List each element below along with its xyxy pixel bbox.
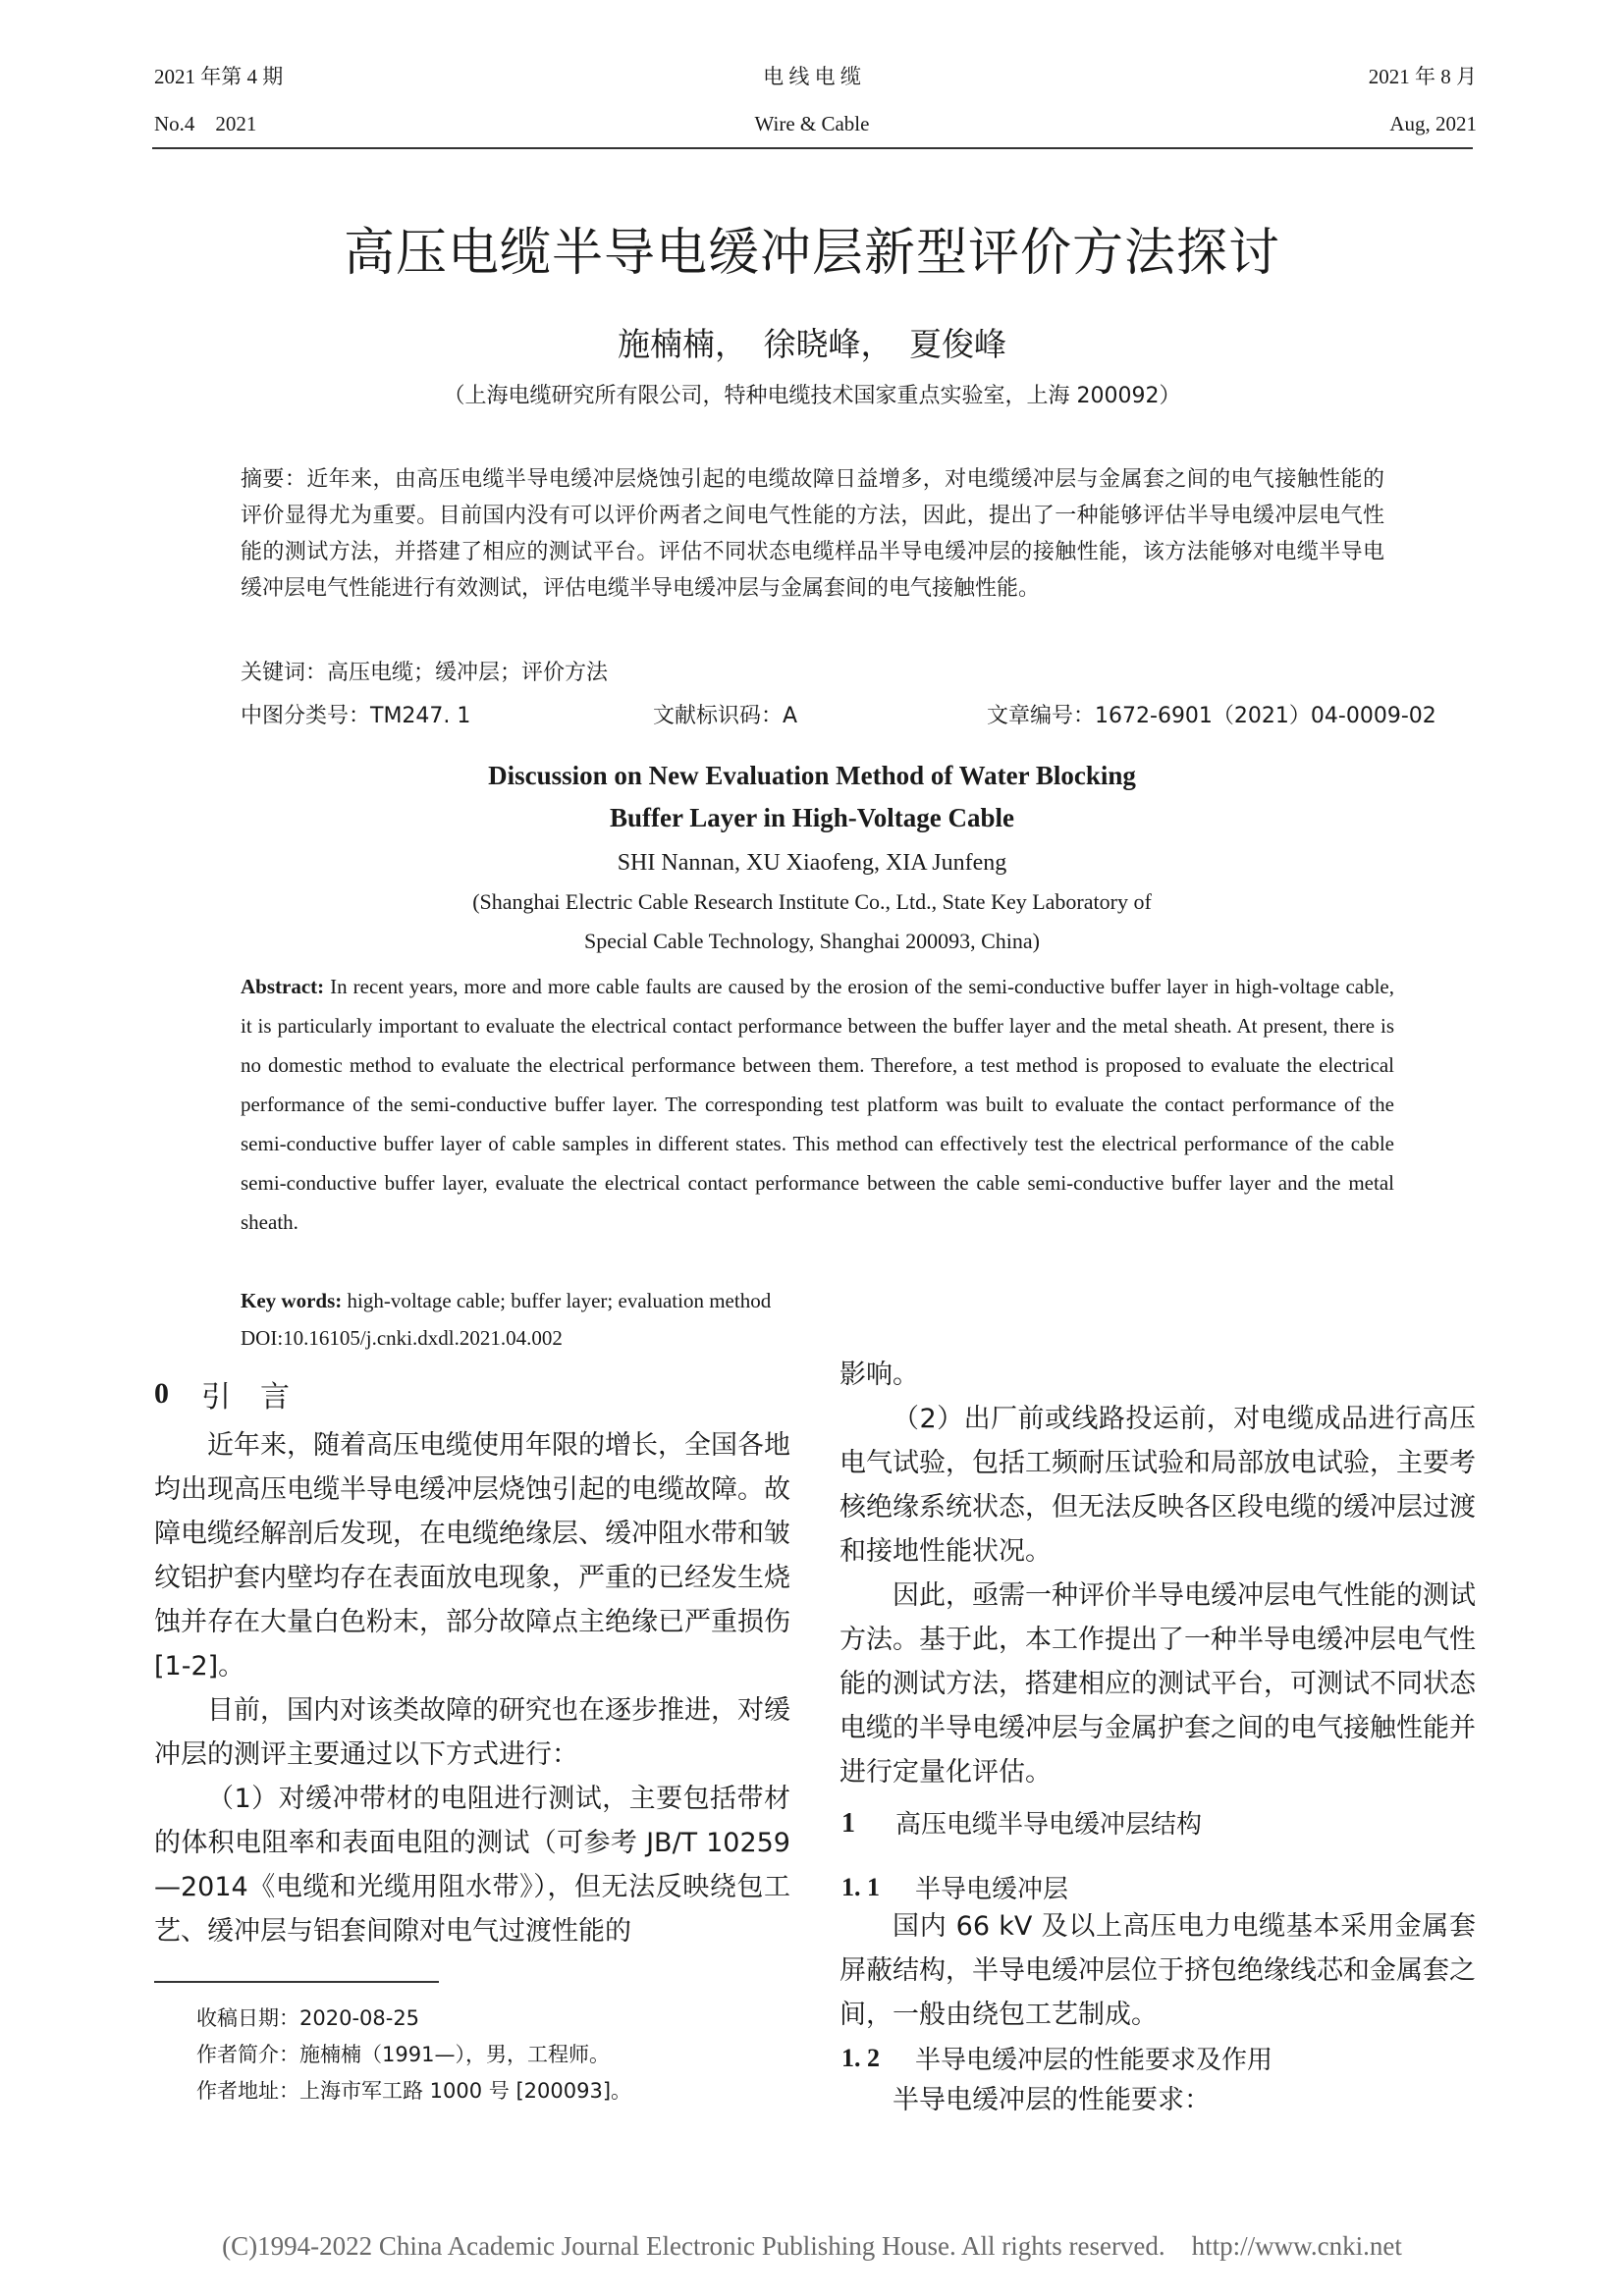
section-0-title: 引 言 bbox=[201, 1380, 290, 1415]
english-keywords: Key words: high-voltage cable; buffer layer; evaluation method bbox=[241, 1289, 772, 1312]
english-title-line1: Discussion on New Evaluation Method of Water Blocking bbox=[488, 761, 1136, 790]
issue-date-cn: 2021 年 8 月 bbox=[1368, 65, 1477, 88]
article-number: 文章编号：1672-6901（2021）04-0009-02 bbox=[987, 704, 1436, 728]
footnote-author-bio: 作者简介：施楠楠（1991—），男，工程师。 bbox=[196, 2043, 610, 2066]
paragraph: （2）出厂前或线路投运前，对电缆成品进行高压电气试验，包括工频耐压试验和局部放电试验，主要考核绝缘系统状态，但无法反映各区段电缆的缓冲层过渡和接地性能状况。 bbox=[839, 1404, 1476, 1567]
issue-date-en: Aug, 2021 bbox=[1389, 112, 1477, 135]
paragraph: 影响。 bbox=[839, 1360, 919, 1390]
section-1-title: 高压电缆半导电缓冲层结构 bbox=[895, 1810, 1203, 1840]
english-abstract bbox=[241, 967, 1394, 1242]
clc-number: 中图分类号：TM247. 1 bbox=[241, 704, 471, 728]
english-title-line2: Buffer Layer in High-Voltage Cable bbox=[609, 803, 1014, 832]
english-abstract-label: Abstract: bbox=[241, 975, 325, 998]
section-0-number: 0 bbox=[154, 1377, 169, 1410]
english-affiliation-line2: Special Cable Technology, Shanghai 200093, China) bbox=[583, 929, 1041, 953]
journal-issue-en: No.4 2021 bbox=[154, 112, 257, 135]
abstract-cn bbox=[241, 461, 1384, 607]
paragraph: 因此，亟需一种评价半导电缓冲层电气性能的测试方法。基于此，本工作提出了一种半导电缓冲层电气性能的测试方法，搭建相应的测试平台，可测试不同状态电缆的半导电缓冲层与金属护套之间的电气接触性能并进行定量化评估。 bbox=[839, 1580, 1476, 1788]
paragraph: 国内 66 kV 及以上高压电力电缆基本采用金属套屏蔽结构，半导电缓冲层位于挤包绝缘线芯和金属套之间，一般由绕包工艺制成。 bbox=[839, 1911, 1476, 2030]
section-1-1-title: 半导电缓冲层 bbox=[915, 1875, 1069, 1904]
paragraph: 近年来，随着高压电缆使用年限的增长，全国各地均出现高压电缆半导电缓冲层烧蚀引起的电缆故障。故障电缆经解剖后发现，在电缆绝缘层、缓冲阻水带和皱纹铝护套内壁均存在表面放电现象，严重的已经发生烧蚀并存在大量白色粉末，部分故障点主绝缘已严重损伤[1-2]。 bbox=[154, 1430, 790, 1682]
footnote-received: 收稿日期：2020-08-25 bbox=[196, 2006, 420, 2030]
section-1-1-number: 1. 1 bbox=[841, 1873, 880, 1901]
section-1-2-title: 半导电缓冲层的性能要求及作用 bbox=[915, 2046, 1273, 2075]
abstract-cn-label: 摘要： bbox=[241, 467, 307, 492]
journal-name-cn: 电 线 电 缆 bbox=[763, 65, 861, 88]
document-code: 文献标识码：A bbox=[653, 704, 798, 728]
footnote-rule bbox=[154, 1981, 439, 1983]
performance-requirements-intro: 半导电缓冲层的性能要求： bbox=[893, 2085, 1211, 2115]
right-column-lower-text bbox=[839, 1904, 1476, 2037]
authors: 施楠楠， 徐晓峰， 夏俊峰 bbox=[618, 325, 1006, 363]
footnote-address: 作者地址：上海市军工路 1000 号 [200093]。 bbox=[196, 2079, 632, 2103]
english-authors: SHI Nannan, XU Xiaofeng, XIA Junfeng bbox=[617, 850, 1007, 876]
english-abstract-text: In recent years, more and more cable faults are caused by the erosion of the semi-conductive buffer layer in high-voltage cable, it is particularly important to evaluate the electrical contact performance between the buffer layer and the metal sheath. At present, there is no domestic method to evaluate the electrical performance between them. Therefore, a test method is proposed to evaluate the electrical performance of the semi-conductive buffer layer. The corresponding test platform was built to evaluate the contact performance of the semi-conductive buffer layer of cable samples in different states. This method can effectively test the electrical performance of the cable semi-conductive buffer layer, evaluate the electrical contact performance between the cable semi-conductive buffer layer and the metal sheath. bbox=[241, 975, 1394, 1234]
right-column-upper-text bbox=[839, 1353, 1476, 1794]
doi: DOI:10.16105/j.cnki.dxdl.2021.04.002 bbox=[241, 1326, 563, 1350]
header-rule bbox=[152, 147, 1473, 149]
journal-issue-cn: 2021 年第 4 期 bbox=[154, 65, 284, 88]
journal-name-en: Wire & Cable bbox=[754, 112, 870, 135]
section-1-2-number: 1. 2 bbox=[841, 2044, 880, 2072]
abstract-cn-text: 近年来，由高压电缆半导电缓冲层烧蚀引起的电缆故障日益增多，对电缆缓冲层与金属套之间的电气接触性能的评价显得尤为重要。目前国内没有可以评价两者之间电气性能的方法，因此，提出了一种能够评估半导电缓冲层电气性能的测试方法，并搭建了相应的测试平台。评估不同状态电缆样品半导电缓冲层的接触性能，该方法能够对电缆半导电缓冲层电气性能进行有效测试，评估电缆半导电缓冲层与金属套间的电气接触性能。 bbox=[241, 467, 1384, 601]
paragraph: （1）对缓冲带材的电阻进行测试，主要包括带材的体积电阻率和表面电阻的测试（可参考 JB/T 10259—2014《电缆和光缆用阻水带》），但无法反映绕包工艺、缓冲层与铝套间隙对电气过渡性能的 bbox=[154, 1784, 790, 1947]
section-1-number: 1 bbox=[841, 1808, 855, 1839]
paragraph: 目前，国内对该类故障的研究也在逐步推进，对缓冲层的测评主要通过以下方式进行： bbox=[154, 1695, 790, 1770]
affiliation: （上海电缆研究所有限公司，特种电缆技术国家重点实验室，上海 200092） bbox=[443, 384, 1181, 408]
paper-title: 高压电缆半导电缓冲层新型评价方法探讨 bbox=[343, 224, 1280, 283]
keywords-cn: 关键词：高压电缆；缓冲层；评价方法 bbox=[241, 661, 609, 685]
english-affiliation-line1: (Shanghai Electric Cable Research Institute Co., Ltd., State Key Laboratory of bbox=[472, 889, 1152, 914]
copyright-footer: (C)1994-2022 China Academic Journal Electronic Publishing House. All rights reserved. http://www.cnki.net bbox=[222, 2231, 1402, 2261]
left-column-text bbox=[154, 1423, 790, 1953]
